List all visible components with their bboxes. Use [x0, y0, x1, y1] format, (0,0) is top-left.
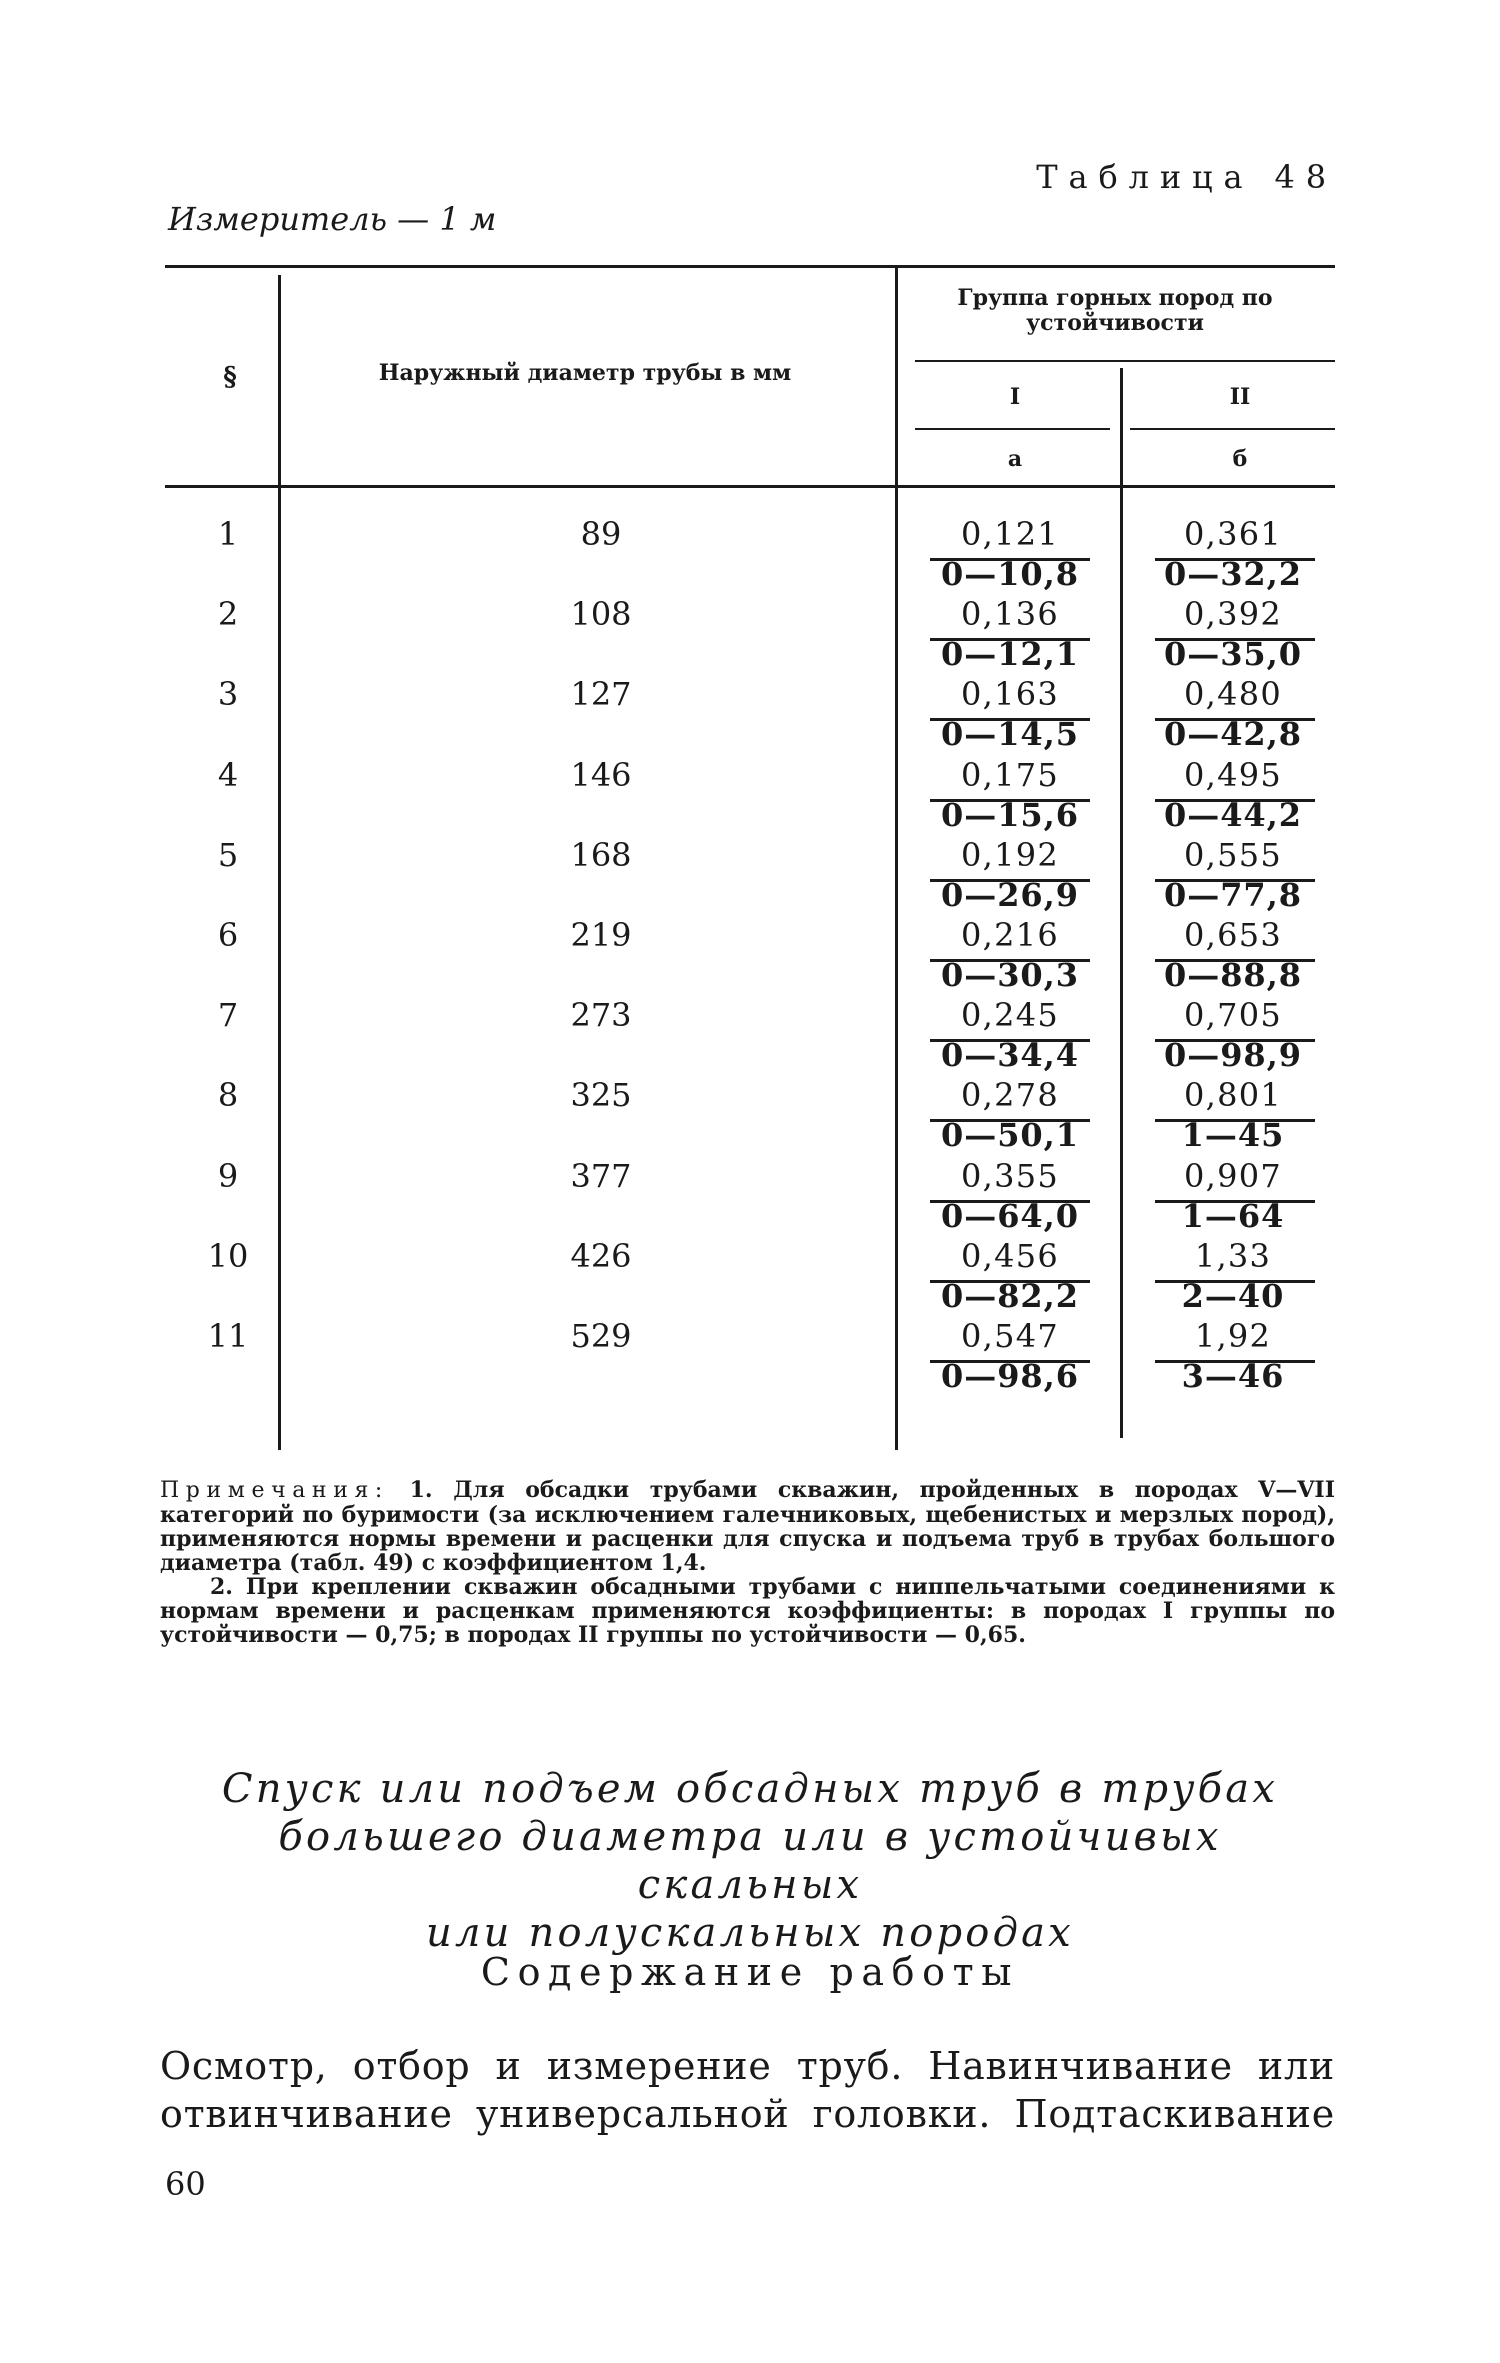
body-text: Осмотр, отбор и измерение труб. Навинчивание или отвинчивание универсальной головки. Подтаскивание: [160, 2044, 1335, 2136]
group-i-time-cell: 0,245: [960, 996, 1059, 1035]
group-ii-time-cell: 0,801: [1183, 1076, 1282, 1115]
row-number: 4: [217, 755, 239, 794]
group-i-rate-cell: 0—12,1: [941, 635, 1079, 674]
row-number: 2: [217, 595, 239, 634]
row-number: 9: [217, 1156, 239, 1195]
table-number: Таблица 48: [1036, 158, 1337, 196]
group-i-time-cell: 0,456: [960, 1236, 1059, 1275]
outer-diameter-cell: 377: [570, 1156, 632, 1195]
group-i-time-cell: 0,163: [960, 675, 1059, 714]
outer-diameter-cell: 273: [570, 996, 632, 1035]
row-number: 5: [217, 835, 239, 874]
group-ii-rate-cell: 0—35,0: [1164, 635, 1302, 674]
col-divider-1: [278, 275, 281, 1450]
group-ii-time-cell: 0,361: [1183, 515, 1282, 553]
unit-of-measure: Измеритель — 1 м: [168, 200, 497, 238]
col-header-group: [900, 286, 1330, 336]
table-header-bottom-rule: [165, 485, 1335, 488]
row-number: 10: [207, 1236, 249, 1275]
group-ii-time-cell: 0,392: [1183, 595, 1282, 634]
row-number: 6: [217, 916, 239, 954]
group-ii-time-cell: 0,555: [1183, 835, 1282, 874]
subgroup-rule-a: [915, 428, 1110, 430]
row-number: 8: [217, 1076, 239, 1115]
outer-diameter-cell: 127: [570, 675, 632, 714]
group-i-time-cell: 0,121: [960, 515, 1059, 553]
group-ii-rate-cell: 0—44,2: [1164, 795, 1302, 834]
subtitle-line-1: Спуск или подъем обсадных труб в трубах: [221, 1766, 1279, 1812]
outer-diameter-cell: 426: [570, 1236, 632, 1275]
group-ii-time-cell: 0,480: [1183, 675, 1282, 714]
note-1: 1. Для обсадки трубами скважин, пройденных в породах V—VII категорий по буримости (за исключением галечниковых, щебенистых и мерзлых пород), применяются нормы времени и расценки для спуска и подъема труб в трубах большого диаметра (табл. 49) с коэффициентом 1,4.: [160, 1477, 1336, 1576]
group-ii-time-cell: 0,495: [1183, 755, 1282, 794]
group-ii-time-cell: 1,92: [1194, 1317, 1272, 1355]
group-ii-time-cell: 0,653: [1183, 916, 1282, 954]
outer-diameter-cell: 146: [570, 755, 632, 794]
group-ii-rate-cell: 3—46: [1181, 1357, 1285, 1395]
outer-diameter-cell: 108: [570, 595, 632, 634]
group-i-time-cell: 0,547: [960, 1317, 1059, 1355]
group-i-rate-cell: 0—34,4: [941, 1036, 1079, 1075]
col-header-letter-a: а: [1007, 446, 1023, 472]
group-header-line-2: устойчивости: [1026, 310, 1204, 336]
outer-diameter-cell: 529: [570, 1317, 632, 1355]
row-number: 7: [217, 996, 239, 1035]
group-i-time-cell: 0,175: [960, 755, 1059, 794]
row-number: 1: [217, 515, 239, 553]
outer-diameter-cell: 89: [580, 515, 622, 553]
col-header-diameter: Наружный диаметр трубы в мм: [378, 360, 792, 386]
group-i-time-cell: 0,192: [960, 835, 1059, 874]
group-i-rate-cell: 0—10,8: [941, 555, 1079, 593]
group-ii-rate-cell: 2—40: [1181, 1276, 1285, 1315]
subtitle: [200, 1765, 1300, 1957]
group-header-line-1: Группа горных пород по: [957, 285, 1273, 311]
group-i-time-cell: 0,355: [960, 1156, 1059, 1195]
group-ii-rate-cell: 0—42,8: [1164, 715, 1302, 754]
col-header-group-ii: II: [1229, 384, 1251, 410]
group-ii-rate-cell: 1—45: [1181, 1116, 1285, 1155]
subgroup-rule-b: [1130, 428, 1335, 430]
outer-diameter-cell: 325: [570, 1076, 632, 1115]
group-i-rate-cell: 0—26,9: [941, 875, 1079, 914]
group-ii-rate-cell: 0—77,8: [1164, 875, 1302, 914]
row-number: 3: [217, 675, 239, 714]
notes-label: Примечания:: [160, 1478, 389, 1503]
group-i-rate-cell: 0—15,6: [941, 795, 1079, 834]
col-divider-3: [1120, 368, 1123, 1438]
section-title: Содержание работы: [480, 1950, 1020, 1994]
group-i-rate-cell: 0—30,3: [941, 956, 1079, 994]
group-i-rate-cell: 0—14,5: [941, 715, 1079, 754]
subtitle-line-2: большего диаметра или в устойчивых скальных: [278, 1814, 1222, 1908]
col-header-section: §: [223, 362, 237, 392]
group-i-rate-cell: 0—82,2: [941, 1276, 1079, 1315]
group-ii-rate-cell: 0—98,9: [1164, 1036, 1302, 1075]
group-ii-time-cell: 1,33: [1194, 1236, 1272, 1275]
group-ii-time-cell: 0,705: [1183, 996, 1282, 1035]
outer-diameter-cell: 219: [570, 916, 632, 954]
notes: [160, 1478, 1335, 1647]
col-header-letter-b: б: [1232, 446, 1248, 472]
group-ii-rate-cell: 0—32,2: [1164, 555, 1302, 593]
group-ii-rate-cell: 0—88,8: [1164, 956, 1302, 994]
group-i-time-cell: 0,136: [960, 595, 1059, 634]
group-ii-time-cell: 0,907: [1183, 1156, 1282, 1195]
note-2: 2. При креплении скважин обсадными трубами с ниппельчатыми соединениями к нормам времени и расценкам применяются коэффициенты: в породах I группы по устойчивости — 0,75; в породах II группы по устойчивости — 0,65.: [160, 1574, 1335, 1648]
page-number: 60: [165, 2165, 206, 2203]
table-top-rule: [165, 265, 1335, 268]
group-i-rate-cell: 0—98,6: [941, 1357, 1079, 1395]
subtitle-line-3: или полускальных породах: [426, 1910, 1074, 1956]
group-ii-rate-cell: 1—64: [1181, 1196, 1285, 1235]
group-i-time-cell: 0,278: [960, 1076, 1059, 1115]
col-header-group-i: I: [1009, 384, 1021, 410]
col-divider-2: [895, 265, 898, 1450]
group-header-rule: [915, 360, 1335, 362]
group-i-time-cell: 0,216: [960, 916, 1059, 954]
group-i-rate-cell: 0—50,1: [941, 1116, 1079, 1155]
group-i-rate-cell: 0—64,0: [941, 1196, 1079, 1235]
outer-diameter-cell: 168: [570, 835, 632, 874]
row-number: 11: [207, 1317, 249, 1355]
